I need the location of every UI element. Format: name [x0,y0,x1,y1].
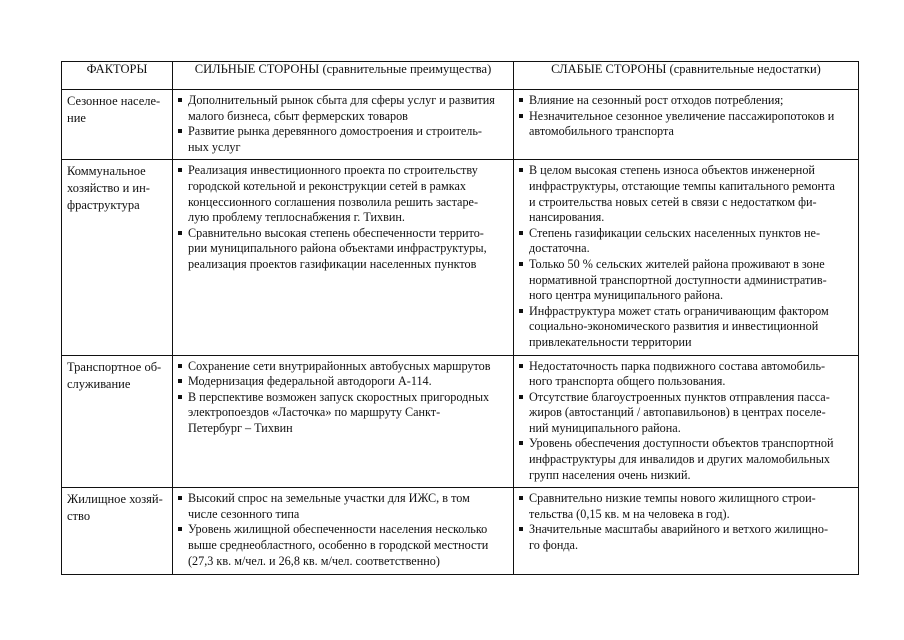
item-text-line: В целом высокая степень износа объектов инженерной [529,163,815,178]
item-text-line: инфраструктуры для инвалидов и других маломобильных [529,452,831,467]
item-text-line: Степень газификации сельских населенных пунктов не- [529,225,820,240]
item-text-line: Отсутствие благоустроенных пунктов отправления пасса- [529,389,830,404]
item-text-line: тельства (0,15 кв. м на человека в год). [529,506,730,521]
factor-label-line: Коммунальное [67,164,146,179]
table-row [62,488,859,575]
strength-item [177,522,510,569]
item-text-line: ных услуг [188,139,241,154]
header-factors: ФАКТОРЫ [62,62,173,90]
factor-label-line: Жилищное хозяй- [67,492,163,507]
factor-label-line: Сезонное населе- [67,94,161,108]
weakness-item [518,436,855,483]
item-text-line: Реализация инвестиционного проекта по строительству [188,163,478,178]
item-text-line: нансирования. [529,210,605,225]
item-text-line: автомобильного транспорта [529,124,674,139]
item-text-line: групп населения очень низкий. [529,467,691,482]
factor-cell [62,488,173,575]
item-text-line: Сравнительно высокая степень обеспеченности террито- [188,225,484,240]
factor-label-line: Транспортное об- [67,359,162,374]
weakness-item [518,359,855,390]
item-text-line: лую проблему теплоснабжения г. Тихвин. [188,210,405,225]
weakness-item [518,226,855,257]
strength-item [177,390,510,437]
item-text-line: выше среднеобластного, особенно в городской местности [188,538,489,553]
item-text-line: Модернизация федеральной автодороги А-114. [188,374,432,389]
weakness-item [518,163,855,225]
strength-item [177,124,510,155]
item-text-line: Инфраструктура может стать ограничивающим фактором [529,303,829,318]
item-text-line: концессионного соглашения позволила решить застаре- [188,194,479,209]
item-text-line: социально-экономического развития и инвестиционной [529,319,819,334]
weakness-item [518,304,855,351]
factor-label-line: фраструктура [67,198,140,213]
weaknesses-cell [514,488,859,575]
item-text-line: ного транспорта общего пользования. [529,374,726,389]
item-text-line: инфраструктуры, отстающие темпы капитального ремонта [529,178,835,193]
strength-item [177,93,510,124]
item-text-line: Незначительное сезонное увеличение пассажиропотоков и [529,108,835,123]
item-text-line: Петербург – Тихвин [188,420,293,435]
item-text-line: Высокий спрос на земельные участки для ИЖС, в том [188,491,470,506]
item-text-line: привлекательности территории [529,334,692,349]
factor-label-line: хозяйство и ин- [67,181,150,196]
weakness-item [518,109,855,140]
item-text-line: и строительства новых сетей в связи с недостатком фи- [529,194,817,209]
item-text-line: Сохранение сети внутрирайонных автобусных маршрутов [188,358,491,373]
factor-label-line: ние [67,111,86,125]
item-text-line: (27,3 кв. м/чел. и 26,8 кв. м/чел. соответственно) [188,553,440,568]
item-text-line: электропоездов «Ласточка» по маршруту Санкт- [188,405,441,420]
weaknesses-cell [514,90,859,160]
item-text-line: малого бизнеса, сбыт фермерских товаров [188,108,408,123]
item-text-line: В перспективе возможен запуск скоростных пригородных [188,389,490,404]
item-text-line: Влияние на сезонный рост отходов потребления; [529,93,784,107]
weakness-item [518,522,855,553]
weakness-item [518,491,855,522]
weakness-item [518,390,855,437]
table-row [62,160,859,355]
factor-label-line: ство [67,509,91,524]
item-text-line: Сравнительно низкие темпы нового жилищного строи- [529,491,816,506]
item-text-line: Уровень жилищной обеспеченности населения несколько [188,522,488,537]
strengths-cell [173,160,514,355]
table-row [62,90,859,160]
item-text-line: числе сезонного типа [188,506,300,521]
strength-item [177,491,510,522]
strengths-cell [173,90,514,160]
item-text-line: реализация проектов газификации населенных пунктов [188,256,477,271]
item-text-line: Дополнительный рынок сбыта для сферы услуг и развития [188,93,495,107]
table-row [62,355,859,488]
item-text-line: жиров (автостанций / автопавильонов) в центрах поселе- [529,405,826,420]
item-text-line: Только 50 % сельских жителей района проживают в зоне [529,256,825,271]
factor-label-line: служивание [67,376,131,391]
item-text-line: Значительные масштабы аварийного и ветхого жилищно- [529,522,829,537]
weaknesses-cell [514,160,859,355]
item-text-line: достаточна. [529,241,590,256]
header-weaknesses: СЛАБЫЕ СТОРОНЫ (сравнительные недостатки) [514,62,859,90]
item-text-line: Недостаточность парка подвижного состава автомобиль- [529,358,826,373]
strengths-cell [173,355,514,488]
item-text-line: нормативной транспортной доступности административ- [529,272,827,287]
weakness-item [518,93,855,109]
weakness-item [518,257,855,304]
swot-table [61,61,859,575]
item-text-line: го фонда. [529,538,579,553]
factor-cell [62,160,173,355]
strengths-cell [173,488,514,575]
weaknesses-cell [514,355,859,488]
item-text-line: ного центра муниципального района. [529,288,724,303]
table-header-row [62,62,859,90]
item-text-line: ний муниципального района. [529,420,681,435]
item-text-line: Уровень обеспечения доступности объектов транспортной [529,436,834,451]
item-text-line: Развитие рынка деревянного домостроения и строитель- [188,124,482,139]
factor-cell [62,355,173,488]
strength-item [177,163,510,225]
strength-item [177,359,510,375]
item-text-line: городской котельной и реконструкции сетей в рамках [188,178,466,193]
item-text-line: рии муниципального района объектами инфраструктуры, [188,241,487,256]
strength-item [177,374,510,390]
header-strengths: СИЛЬНЫЕ СТОРОНЫ (сравнительные преимущества) [173,62,514,90]
strength-item [177,226,510,273]
factor-cell [62,90,173,160]
